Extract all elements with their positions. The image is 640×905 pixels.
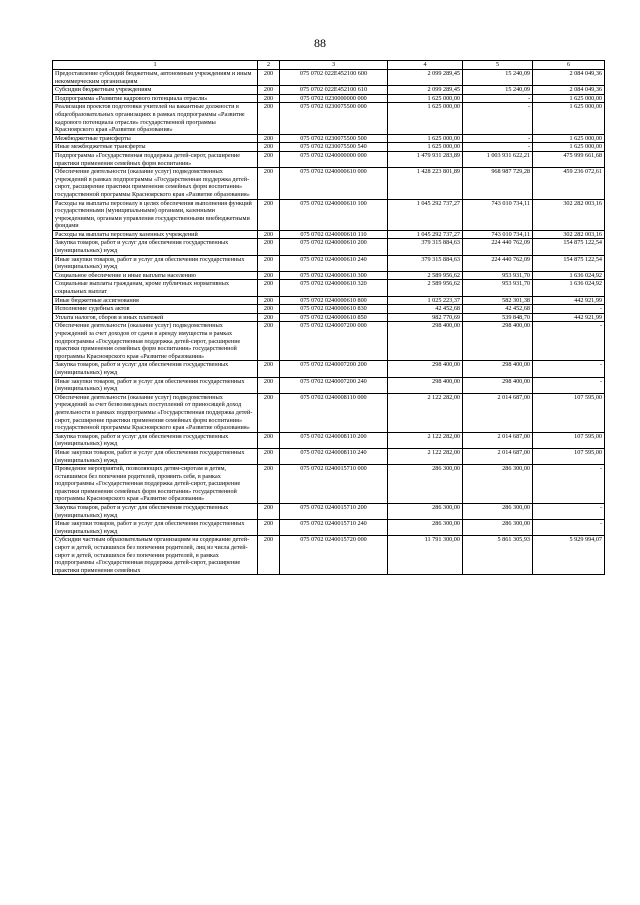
column-header: 1 <box>53 61 258 70</box>
row-amount-total: 1 045 292 737,27 <box>388 199 463 230</box>
table-row <box>53 94 605 103</box>
row-budget-code: 075 0702 0240000610 200 <box>280 239 388 255</box>
row-amount-col6: 107 595,00 <box>533 393 605 432</box>
table-row <box>53 239 605 255</box>
row-admin-code: 200 <box>258 134 280 143</box>
row-admin-code: 200 <box>258 504 280 520</box>
row-amount-col5: - <box>463 103 533 134</box>
table-body <box>53 70 605 575</box>
row-amount-col5: 953 931,70 <box>463 280 533 296</box>
row-admin-code: 200 <box>258 361 280 377</box>
row-amount-col6: 2 084 049,36 <box>533 70 605 86</box>
row-description: Иные закупки товаров, работ и услуг для обеспечения государственных (муниципальных) нужд <box>53 520 258 536</box>
row-budget-code: 075 0702 0240000610 320 <box>280 280 388 296</box>
row-budget-code: 075 0702 0240000610 000 <box>280 168 388 199</box>
row-amount-col5: 743 010 734,11 <box>463 199 533 230</box>
table-row <box>53 313 605 322</box>
row-budget-code: 075 0702 0240007200 000 <box>280 322 388 361</box>
row-amount-total: 1 045 292 737,27 <box>388 230 463 239</box>
row-description: Закупка товаров, работ и услуг для обеспечения государственных (муниципальных) нужд <box>53 361 258 377</box>
row-admin-code: 200 <box>258 296 280 305</box>
row-admin-code: 200 <box>258 448 280 464</box>
row-amount-total: 1 625 000,00 <box>388 134 463 143</box>
row-amount-total: 982 770,69 <box>388 313 463 322</box>
row-amount-col5: 1 003 931 622,21 <box>463 151 533 167</box>
row-admin-code: 200 <box>258 143 280 152</box>
row-admin-code: 200 <box>258 255 280 271</box>
row-amount-col5: - <box>463 143 533 152</box>
column-header: 2 <box>258 61 280 70</box>
row-amount-col6: 442 921,99 <box>533 313 605 322</box>
table-row <box>53 448 605 464</box>
row-budget-code: 075 0702 0240015720 000 <box>280 536 388 575</box>
table-row <box>53 271 605 280</box>
row-budget-code: 075 0702 022E452100 600 <box>280 70 388 86</box>
row-amount-total: 286 300,00 <box>388 520 463 536</box>
row-amount-col5: 224 440 762,09 <box>463 239 533 255</box>
table-row <box>53 296 605 305</box>
row-amount-col6: 5 929 994,07 <box>533 536 605 575</box>
table-row <box>53 255 605 271</box>
row-amount-total: 298 400,00 <box>388 322 463 361</box>
row-description: Проведение мероприятий, позволяющих детям-сиротам и детям, оставшимся без попечения родителей, проявить себя, в рамках подпрограммы «Государственная поддержка детей-сирот, расширение практики применения семейных форм воспитания» государственной программы Красноярского края «Развитие образования» <box>53 465 258 504</box>
row-amount-total: 1 025 223,37 <box>388 296 463 305</box>
row-description: Иные закупки товаров, работ и услуг для обеспечения государственных (муниципальных) нужд <box>53 255 258 271</box>
row-admin-code: 200 <box>258 536 280 575</box>
row-admin-code: 200 <box>258 465 280 504</box>
page-number: 88 <box>314 36 326 50</box>
row-amount-col5: 15 240,09 <box>463 86 533 95</box>
row-budget-code: 075 0702 0230000000 000 <box>280 94 388 103</box>
row-description: Закупка товаров, работ и услуг для обеспечения государственных (муниципальных) нужд <box>53 239 258 255</box>
row-amount-total: 1 428 223 801,89 <box>388 168 463 199</box>
row-amount-col5: 539 848,70 <box>463 313 533 322</box>
row-amount-col5: 953 931,70 <box>463 271 533 280</box>
row-amount-col5: 286 300,00 <box>463 520 533 536</box>
row-amount-col6: - <box>533 322 605 361</box>
row-admin-code: 200 <box>258 393 280 432</box>
row-amount-total: 2 122 282,00 <box>388 393 463 432</box>
row-amount-col5: 2 014 687,00 <box>463 393 533 432</box>
row-budget-code: 075 0702 0240000610 850 <box>280 313 388 322</box>
row-amount-col6: - <box>533 520 605 536</box>
row-budget-code: 075 0702 0240015710 200 <box>280 504 388 520</box>
row-description: Обеспечение деятельности (оказание услуг) подведомственных учреждений за счет доходов от сдачи в аренду имущества в рамках подпрограммы «Государственная поддержка детей-сирот, расширение практики применения семейных форм воспитания» государственной программы Красноярского края «Развитие образования» <box>53 322 258 361</box>
row-amount-total: 379 315 884,63 <box>388 255 463 271</box>
row-description: Расходы на выплаты персоналу в целях обеспечения выполнения функций государственными (муниципальными) органами, казенными учреждениями, органами управления государственными внебюджетными фондами <box>53 199 258 230</box>
row-amount-total: 11 791 300,00 <box>388 536 463 575</box>
row-admin-code: 200 <box>258 230 280 239</box>
row-description: Подпрограмма «Государственная поддержка детей-сирот, расширение практики применения семейных форм воспитания» <box>53 151 258 167</box>
row-amount-col5: 298 400,00 <box>463 322 533 361</box>
row-budget-code: 075 0702 0240000610 110 <box>280 230 388 239</box>
row-amount-col5: 968 987 729,28 <box>463 168 533 199</box>
row-amount-col5: 286 300,00 <box>463 504 533 520</box>
row-amount-col6: - <box>533 377 605 393</box>
row-description: Межбюджетные трансферты <box>53 134 258 143</box>
row-budget-code: 075 0702 0240007200 200 <box>280 361 388 377</box>
row-description: Реализация проектов подготовки учителей на вакантные должности в общеобразовательных организациях в рамках подпрограммы «Развитие кадрового потенциала отрасли» государственной программы Красноярского края «Развитие образования» <box>53 103 258 134</box>
row-amount-col6: 442 921,99 <box>533 296 605 305</box>
row-admin-code: 200 <box>258 313 280 322</box>
row-description: Закупка товаров, работ и услуг для обеспечения государственных (муниципальных) нужд <box>53 504 258 520</box>
row-amount-col6: 1 625 000,00 <box>533 143 605 152</box>
row-amount-col6: 107 595,00 <box>533 432 605 448</box>
row-amount-col5: - <box>463 134 533 143</box>
row-description: Субсидии частным образовательным организациям на содержание детей-сирот и детей, оставшихся без попечения родителей, лиц из числа детей-сирот и детей, оставшихся без попечения родителей, в рамках подпрограммы «Государственная поддержка детей-сирот, расширение практики применения семейных <box>53 536 258 575</box>
row-amount-total: 2 099 289,45 <box>388 86 463 95</box>
table-row <box>53 168 605 199</box>
row-amount-col5: - <box>463 94 533 103</box>
row-budget-code: 075 0702 0240015710 000 <box>280 465 388 504</box>
column-header: 6 <box>533 61 605 70</box>
table-row <box>53 536 605 575</box>
row-description: Социальные выплаты гражданам, кроме публичных нормативных социальных выплат <box>53 280 258 296</box>
row-amount-total: 298 400,00 <box>388 377 463 393</box>
row-budget-code: 075 0702 0240007200 240 <box>280 377 388 393</box>
column-header: 3 <box>280 61 388 70</box>
row-amount-total: 2 122 282,00 <box>388 448 463 464</box>
table-row <box>53 377 605 393</box>
row-description: Закупка товаров, работ и услуг для обеспечения государственных (муниципальных) нужд <box>53 432 258 448</box>
row-amount-col5: 15 240,09 <box>463 70 533 86</box>
row-amount-col6: 1 625 000,00 <box>533 134 605 143</box>
row-amount-total: 286 300,00 <box>388 465 463 504</box>
row-admin-code: 200 <box>258 377 280 393</box>
row-amount-col6: 475 999 661,68 <box>533 151 605 167</box>
row-admin-code: 200 <box>258 239 280 255</box>
row-description: Обеспечение деятельности (оказание услуг) подведомственных учреждений в рамках подпрограммы «Государственная поддержка детей-сирот, расширение практики применения семейных форм воспитания» государственной программы Красноярского края «Развитие образования» <box>53 168 258 199</box>
row-description: Социальное обеспечение и иные выплаты населению <box>53 271 258 280</box>
row-description: Подпрограмма «Развитие кадрового потенциала отрасли» <box>53 94 258 103</box>
row-amount-col6: 154 875 122,54 <box>533 239 605 255</box>
row-amount-col6: 1 636 024,92 <box>533 271 605 280</box>
row-budget-code: 075 0702 0240008110 000 <box>280 393 388 432</box>
row-admin-code: 200 <box>258 271 280 280</box>
table-row <box>53 70 605 86</box>
row-budget-code: 075 0702 0230075500 540 <box>280 143 388 152</box>
row-amount-col6: 1 636 024,92 <box>533 280 605 296</box>
row-amount-col5: 298 400,00 <box>463 377 533 393</box>
row-description: Иные межбюджетные трансферты <box>53 143 258 152</box>
row-amount-col5: 286 300,00 <box>463 465 533 504</box>
row-amount-col5: 743 010 734,11 <box>463 230 533 239</box>
row-budget-code: 075 0702 0240015710 240 <box>280 520 388 536</box>
table-row <box>53 86 605 95</box>
row-budget-code: 075 0702 0240000610 240 <box>280 255 388 271</box>
row-amount-col6: 459 236 072,61 <box>533 168 605 199</box>
row-description: Иные закупки товаров, работ и услуг для обеспечения государственных (муниципальных) нужд <box>53 448 258 464</box>
row-admin-code: 200 <box>258 103 280 134</box>
row-amount-total: 2 099 289,45 <box>388 70 463 86</box>
table-row <box>53 361 605 377</box>
row-amount-col5: 42 452,68 <box>463 305 533 314</box>
row-amount-total: 2 589 956,62 <box>388 280 463 296</box>
row-budget-code: 075 0702 0240008110 200 <box>280 432 388 448</box>
row-budget-code: 075 0702 0240000610 830 <box>280 305 388 314</box>
row-description: Иные закупки товаров, работ и услуг для обеспечения государственных (муниципальных) нужд <box>53 377 258 393</box>
column-header: 5 <box>463 61 533 70</box>
row-amount-col5: 2 014 687,00 <box>463 448 533 464</box>
row-amount-col6: - <box>533 361 605 377</box>
table-row <box>53 151 605 167</box>
row-amount-col6: - <box>533 504 605 520</box>
table-row <box>53 432 605 448</box>
row-amount-col6: 1 625 000,00 <box>533 94 605 103</box>
table-row <box>53 504 605 520</box>
row-amount-col6: 2 084 049,36 <box>533 86 605 95</box>
row-amount-col5: 2 014 687,00 <box>463 432 533 448</box>
row-description: Иные бюджетные ассигнования <box>53 296 258 305</box>
row-amount-total: 2 122 282,00 <box>388 432 463 448</box>
row-amount-total: 1 625 000,00 <box>388 143 463 152</box>
row-budget-code: 075 0702 0240000610 100 <box>280 199 388 230</box>
row-amount-col5: 5 861 305,93 <box>463 536 533 575</box>
row-admin-code: 200 <box>258 86 280 95</box>
row-amount-col6: 1 625 000,00 <box>533 103 605 134</box>
row-amount-total: 1 479 931 283,89 <box>388 151 463 167</box>
row-amount-col6: 302 282 003,16 <box>533 230 605 239</box>
row-amount-total: 298 400,00 <box>388 361 463 377</box>
table-header-row <box>53 61 605 70</box>
table-row <box>53 134 605 143</box>
row-amount-col6: 154 875 122,54 <box>533 255 605 271</box>
row-amount-col6: 107 595,00 <box>533 448 605 464</box>
table-row <box>53 280 605 296</box>
row-budget-code: 075 0702 0240000610 300 <box>280 271 388 280</box>
row-amount-total: 1 625 000,00 <box>388 94 463 103</box>
row-admin-code: 200 <box>258 151 280 167</box>
row-budget-code: 075 0702 022E452100 610 <box>280 86 388 95</box>
row-amount-total: 42 452,68 <box>388 305 463 314</box>
row-admin-code: 200 <box>258 322 280 361</box>
row-budget-code: 075 0702 0240000610 800 <box>280 296 388 305</box>
row-admin-code: 200 <box>258 432 280 448</box>
row-description: Предоставление субсидий бюджетным, автономным учреждениям и иным некоммерческим организациям <box>53 70 258 86</box>
row-description: Уплата налогов, сборов и иных платежей <box>53 313 258 322</box>
table-row <box>53 393 605 432</box>
table-row <box>53 322 605 361</box>
table-row <box>53 199 605 230</box>
row-amount-col6: 302 282 003,16 <box>533 199 605 230</box>
row-amount-col6: - <box>533 465 605 504</box>
row-description: Субсидии бюджетным учреждениям <box>53 86 258 95</box>
row-amount-col6: - <box>533 305 605 314</box>
row-admin-code: 200 <box>258 280 280 296</box>
table-row <box>53 520 605 536</box>
budget-table <box>52 60 605 575</box>
row-budget-code: 075 0702 0240000000 000 <box>280 151 388 167</box>
table-row <box>53 230 605 239</box>
row-amount-total: 286 300,00 <box>388 504 463 520</box>
row-admin-code: 200 <box>258 305 280 314</box>
row-admin-code: 200 <box>258 168 280 199</box>
table-row <box>53 305 605 314</box>
table-row <box>53 465 605 504</box>
column-header: 4 <box>388 61 463 70</box>
row-amount-col5: 298 400,00 <box>463 361 533 377</box>
row-admin-code: 200 <box>258 520 280 536</box>
row-amount-total: 1 625 000,00 <box>388 103 463 134</box>
row-admin-code: 200 <box>258 70 280 86</box>
row-description: Исполнение судебных актов <box>53 305 258 314</box>
row-amount-total: 2 589 956,62 <box>388 271 463 280</box>
table-row <box>53 143 605 152</box>
row-budget-code: 075 0702 0240008110 240 <box>280 448 388 464</box>
row-description: Обеспечение деятельности (оказание услуг) подведомственных учреждений за счет безвозмездных поступлений от приносящей доход деятельности в рамках подпрограммы «Государственная поддержка детей-сирот, расширение практики применения семейных форм воспитания» государственной программы Красноярского края «Развитие образования» <box>53 393 258 432</box>
row-budget-code: 075 0702 0230075500 500 <box>280 134 388 143</box>
row-admin-code: 200 <box>258 199 280 230</box>
row-amount-col5: 224 440 762,09 <box>463 255 533 271</box>
row-description: Расходы на выплаты персоналу казенных учреждений <box>53 230 258 239</box>
row-amount-total: 379 315 884,63 <box>388 239 463 255</box>
row-amount-col5: 582 301,38 <box>463 296 533 305</box>
row-budget-code: 075 0702 0230075500 000 <box>280 103 388 134</box>
table-row <box>53 103 605 134</box>
row-admin-code: 200 <box>258 94 280 103</box>
